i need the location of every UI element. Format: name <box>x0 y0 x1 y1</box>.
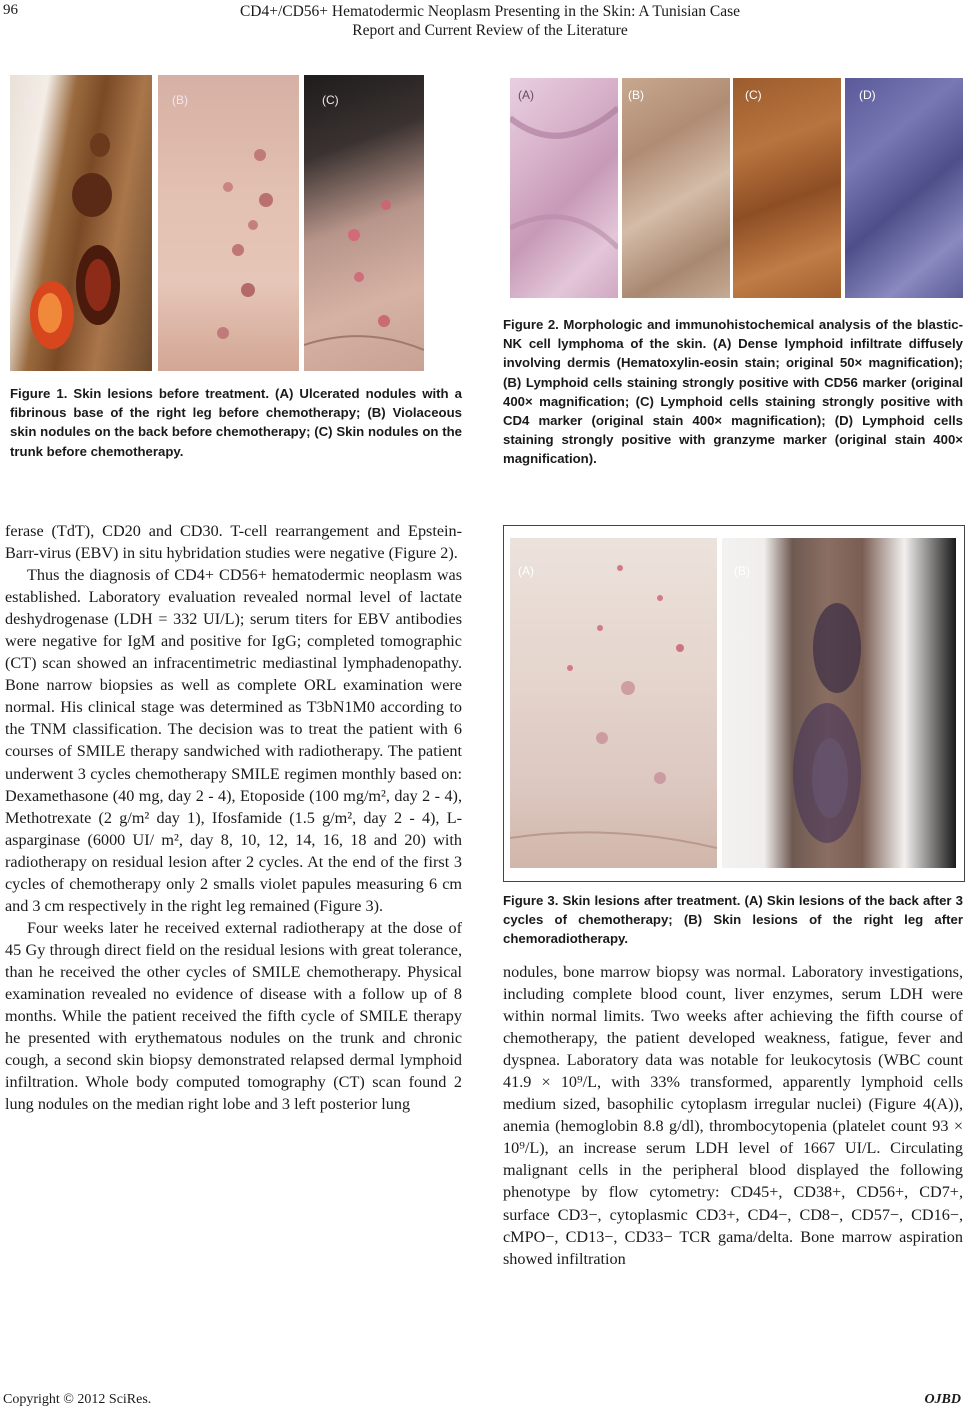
figure-2-label-d: (D) <box>859 88 876 102</box>
page-number: 96 <box>3 2 18 18</box>
figure-1-label-a: (A) <box>24 95 40 109</box>
figure-3-panel-b <box>722 538 956 868</box>
figure-2-label-a: (A) <box>518 88 534 102</box>
right-column-text <box>503 961 963 1270</box>
figure-1-label-b: (B) <box>172 93 188 107</box>
figure-2-label-b: (B) <box>628 88 644 102</box>
trunk-nodules-photo <box>304 75 424 371</box>
figure-2-label-c: (C) <box>745 88 762 102</box>
figure-3-panel-a <box>510 538 717 868</box>
paragraph: Thus the diagnosis of CD4+ CD56+ hematodermic neoplasm was established. Laboratory evaluation revealed normal level of lactate deshydrogenase (LDH = 332 UI/L); serum titers for EBV antibodies were negative for IgM and positive for IgG; completed tomographic (CT) scan showed an infracentimetric mediastinal lymphadenopathy. Bone narrow biopsies as well as complete ORL examination were normal. His clinical stage was determined as T3bN1M0 according to the TNM classification. The decision was to treat the patient with 6 courses of SMILE therapy sandwiched with radiotherapy. The patient underwent 3 cycles chemotherapy SMILE regimen monthly based on: Dexamethasone (40 mg, day 2 - 4), Etoposide (100 mg/m², day 2 - 4), Methotrexate (2 g/m² day 1), Ifosfamide (1.5 g/m², day 2 - 4), L-asparginase (6000 UI/ m², day 8, 10, 12, 14, 16, 18 and 20) with radiotherapy on residual lesion after 2 cycles. At the end of the first 3 cycles of chemotherapy only 2 smalls violet papules measuring 6 cm and 3 cm respectively in the right leg remained (Figure 3). <box>5 566 462 915</box>
figure-2-panel-c <box>733 78 841 298</box>
copyright-notice: Copyright © 2012 SciRes. <box>3 1392 152 1407</box>
running-title-line1: CD4+/CD56+ Hematodermic Neoplasm Presenting in the Skin: A Tunisian Case <box>239 3 741 20</box>
running-title <box>140 2 840 40</box>
figure-2-panel-a <box>510 78 618 298</box>
ulcerated-leg-photo <box>10 75 152 371</box>
paragraph: Four weeks later he received external radiotherapy at the dose of 45 Gy through direct field on the residual lesions with great tolerance, than he received the other cycles of SMILE chemotherapy. Physical examination revealed no evidence of disease with a follow up of 8 months. While the patient received the fifth cycle of SMILE therapy he presented with erythematous nodules on the trunk and chronic cough, a second skin biopsy demonstrated relapsed dermal lymphoid infiltration. Whole body computed tomography (CT) scan found 2 lung nodules on the median right lobe and 3 left posterior lung <box>5 918 462 1114</box>
figure-2-panel-d <box>845 78 963 298</box>
figure-3-label-a: (A) <box>518 564 534 578</box>
figure-1-label-c: (C) <box>322 93 339 107</box>
figure-2-caption: Figure 2. Morphologic and immunohistochemical analysis of the blastic-NK cell lymphoma of the skin. (A) Dense lymphoid infiltrate diffusely involving dermis (Hematoxylin-eosin stain; original 50× magnification); (B) Lymphoid cells staining strongly positive with CD56 marker (original 400× magnification; (C) Lymphoid cells staining strongly positive with CD4 marker (original stain 400× magnification); (D) Lymphoid cells staining strongly positive with granzyme marker (original stain 400× magnification). <box>503 317 963 467</box>
leg-lesions-after-treatment-photo <box>722 538 956 868</box>
figure-1-panel-a <box>10 75 152 371</box>
journal-abbreviation: OJBD <box>924 1392 961 1407</box>
figure-3-caption: Figure 3. Skin lesions after treatment. (A) Skin lesions of the back after 3 cycles of chemotherapy; (B) Skin lesions of the right leg after chemoradiotherapy. <box>503 893 963 947</box>
hematoxylin-eosin-stain-image <box>510 78 618 298</box>
figure-1-caption: Figure 1. Skin lesions before treatment. (A) Ulcerated nodules with a fibrinous base of the right leg before chemotherapy; (B) Violaceous skin nodules on the back before chemotherapy; (C) Skin nodules on the trunk before chemotherapy. <box>10 386 462 459</box>
paragraph: nodules, bone marrow biopsy was normal. Laboratory investigations, including complete blood count, liver enzymes, serum LDH were within normal limits. Two weeks after achieving the fifth course of chemotherapy, the patient developed weakness, fatigue, fever and dyspnea. Laboratory data was notable for leukocytosis (WBC count 41.9 × 10⁹/L, with 33% transformed, apparently lymphoid cells medium sized, basophilic cytoplasm irregular nuclei) (Figure 4(A)), anemia (hemoglobin 8.8 g/dl), thrombocytopenia (platelet count 93 × 10⁹/L), an increase serum LDH level of 1667 UI/L. Circulating malignant cells in the peripheral blood displayed the following phenotype by flow cytometry: CD45+, CD38+, CD56+, CD7+, surface CD3−, cytoplasmic CD3+, CD4−, CD8−, CD57−, CD16−, cMPO−, CD13−, CD33− TCR gama/delta. Bone marrow aspiration showed infiltration <box>503 963 963 1268</box>
back-nodules-photo <box>158 75 299 371</box>
figure-1-panel-c <box>304 75 424 371</box>
left-column-text <box>5 520 462 1115</box>
figure-3-label-b: (B) <box>734 564 750 578</box>
figure-2-panel-b <box>622 78 730 298</box>
figure-1-panel-b <box>158 75 299 371</box>
paragraph: ferase (TdT), CD20 and CD30. T-cell rearrangement and Epstein-Barr-virus (EBV) in situ hybridation studies were negative (Figure 2). <box>5 522 462 563</box>
back-lesions-after-treatment-photo <box>510 538 717 868</box>
running-title-line2: Report and Current Review of the Literature <box>352 22 628 39</box>
